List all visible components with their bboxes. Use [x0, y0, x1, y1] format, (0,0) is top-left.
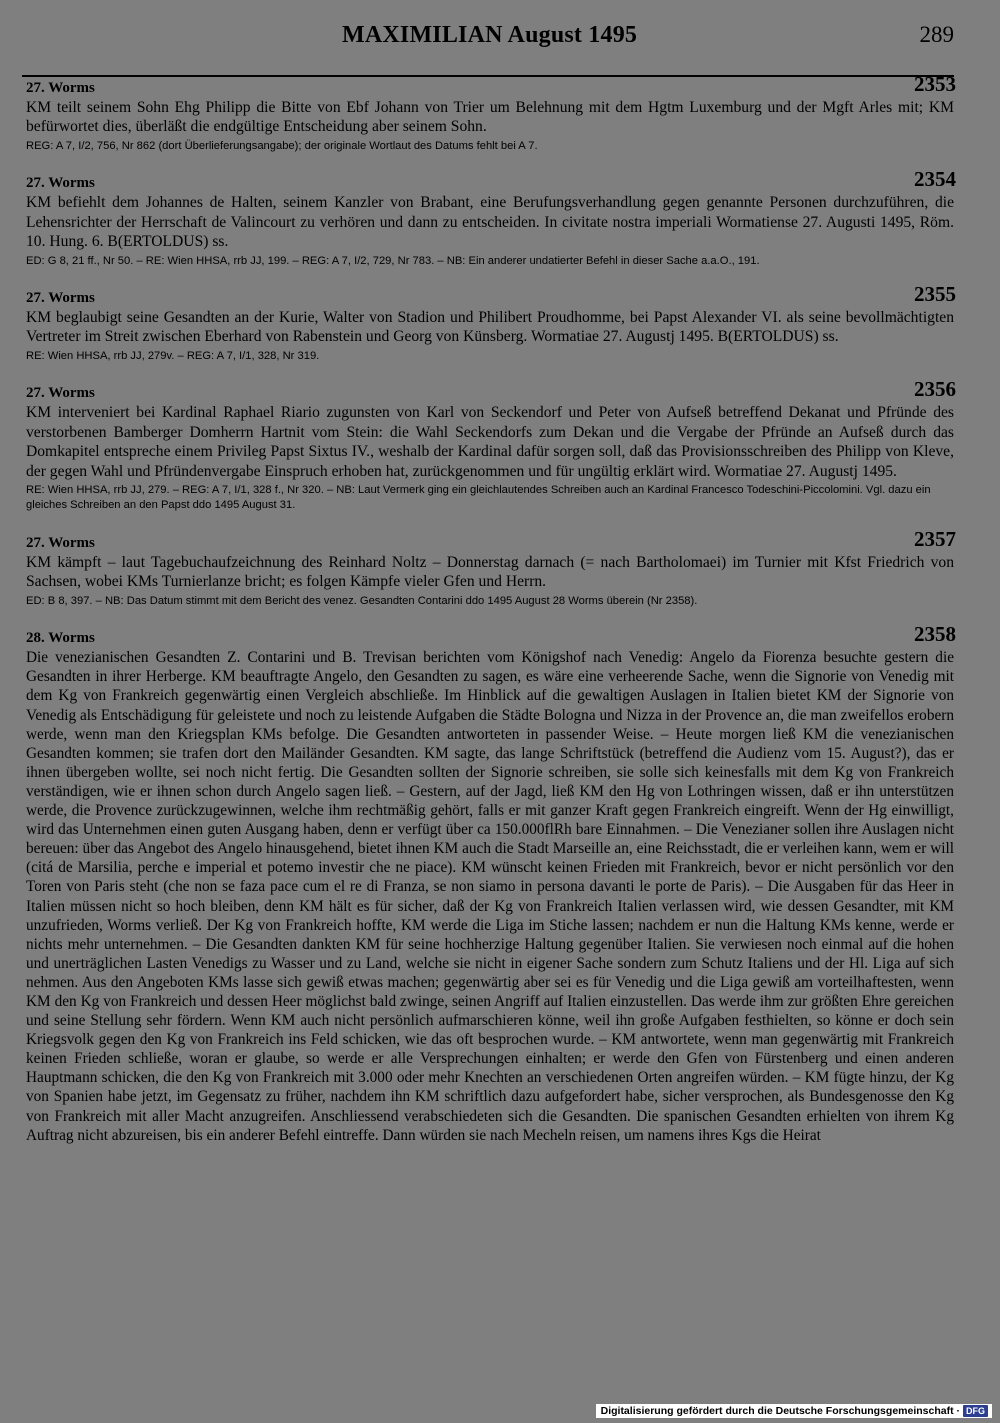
entry-date: 27. Worms: [26, 290, 95, 307]
entry-2354: [26, 167, 956, 269]
entry-summary: KM kämpft – laut Tagebuchaufzeichnung des Reinhard Noltz – Donnerstag darnach (= nach Bartholomaei) im Turnier mit Kfst Friedrich von Sachsen, wobei KMs Turnierlanze bricht; es folgen Kämpfe vieler Gfen und Herrn.: [26, 553, 954, 591]
entry-date: 27. Worms: [26, 175, 95, 192]
entry-references: ED: G 8, 21 ff., Nr 50. – RE: Wien HHSA, rrb JJ, 199. – REG: A 7, I/2, 729, Nr 783. – NB: Ein anderer undatierter Befehl in dieser Sache a.a.O., 191.: [26, 254, 760, 267]
entry-header: [26, 282, 956, 308]
credit-text: Digitalisierung gefördert durch die Deutsche Forschungsgemeinschaft ·: [600, 1405, 960, 1417]
entry-references: REG: A 7, I/2, 756, Nr 862 (dort Überlieferungsangabe); der originale Wortlaut des Datums fehlt bei A 7.: [26, 139, 538, 152]
entry-summary: KM befiehlt dem Johannes de Halten, seinem Kanzler von Brabant, eine Berufungsverhandlung gegen genannte Personen durchzuführen, die Lehensrichter der Herrschaft de Valincourt zu verhören und dann zu entscheiden. In civitate nostra imperiali Wormatiense 27. Augusti 1495, Röm. 10. Hung. 6. B(ERTOLDUS) ss.: [26, 194, 954, 251]
digitization-credit: [596, 1404, 992, 1418]
entry-number: 2358: [914, 622, 956, 647]
entries-list: [26, 72, 956, 1162]
entry-summary: KM teilt seinem Sohn Ehg Philipp die Bitte von Ebf Johann von Trier um Belehnung mit dem Hgtm Luxemburg und der Mgft Arles mit; KM befürwortet dies, überläßt die endgültige Entscheidung aber seinem Sohn.: [26, 99, 954, 136]
entry-summary: Die venezianischen Gesandten Z. Contarini und B. Trevisan berichten vom Königshof nach Venedig: Angelo da Fiorenza besuchte gestern die Gesandten in ihrer Herberge. KM beauftragte Angelo, den Gesandten zu sagen, es wäre eine verheerende Sache, wenn die Signorie von Venedig mit dem Kg von Frankreich gegenwärtig einen Vergleich abschließe. Im Hinblick auf die gewaltigen Auslagen in Italien bietet KM der Signorie von Venedig als Entschädigung für geleistete und noch zu leistende Aufgaben die Städte Bologna und Nizza in der Provence an, die man zweifellos erobern werde, wenn man den Kriegsplan KMs befolge. Die Gesandten antworteten in passender Weise. – Heute morgen ließ KM die venezianischen Gesandten kommen; sie trafen dort den Mailänder Gesandten. KM sagte, das lange Schriftstück (betreffend die Audienz vom 15. August?), das er ihnen übergeben wollte, sei noch nicht fertig. Die Gesandten sollten der Signorie schreiben, sie solle sich keinesfalls mit dem Kg von Frankreich verständigen, wie er ihnen schon durch Angelo sagen ließ. – Gestern, auf der Jagd, ließ KM den Hg von Lothringen wissen, daß er ihn unterstützen werde, die Provence zurückzugewinnen, welche ihm rechtmäßig gehört, falls er mit ganzer Kraft gegen Frankreich eingreift. Wenn der Hg einwilligt, wird das Unternehmen einen guten Ausgang haben, denn er verfügt über ca 150.000flRh bare Einnahmen. – Die Venezianer sollen ihre Auslagen nicht bereuen: über das Angebot des Angelo hinausgehend, bietet ihnen KM auch die Stadt Marseille an, eine Reichsstadt, die er verleihen kann, wem er will (citá de Marsilia, perche e imperial et potemo investir che ne piace). KM wünscht keinen Frieden mit Frankreich, bevor er nicht persönlich vor den Toren von Paris steht (che non se faza pace cum el re di Franza, se non siamo in persona davanti le porte de Paris). – Die Ausgaben für das Heer in Italien müssen nicht so hoch bleiben, denn KM hält es für sicher, daß der Kg von Frankreich Italien verlassen wird, wie dessen Gesandter, mit KM unzufrieden, Worms verließ. Der Kg von Frankreich hoffte, KM werde die Liga im Stiche lassen; nachdem er nun die Haltung KMs kenne, werde er nichts mehr unternehmen. – Die Gesandten dankten KM für seine hochherzige Haltung gegenüber Italien. Sie verwiesen noch einmal auf die hohen und unerträglichen Lasten Venedigs zu Wasser und zu Land, welche sie nicht in eigener Sache sondern zum Schutz Italiens und der Hl. Liga auf sich nehmen. Aus den Angeboten KMs lasse sich gewiß etwas machen; gegenwärtig aber sei es für Venedig und die Liga gewiß am vorteilhaftesten, wenn KM den Kg von Frankreich und dessen Heer möglichst bald zwinge, seinen Angriff auf Italien einzustellen. Das werde ihm zur größten Ehre gereichen und seine Stellung sehr fördern. Wenn KM auch nicht persönlich aufmarschieren könne, weil ihn große Aufgaben festhielten, so könne er doch sein Kriegsvolk gegen den Kg von Frankreich ins Feld schicken, wie das oft besprochen wurde. – KM antwortete, wenn man gegenwärtig mit Frankreich keinen Frieden schließe, woran er glaube, so werde er alle Versprechungen einhalten; er werde den Gfen von Fürstenberg und einen anderen Hauptmann schicken, die den Kg von Frankreich mit 3.000 oder mehr Knechten an verschiedenen Orten angreifen würden. – KM fügte hinzu, der Kg von Spanien habe jetzt, im Gegensatz zu früher, nachdem ihn KM schriftlich dazu aufgefordert habe, sicher versprochen, als Bundesgenosse den Kg von Frankreich mit aller Macht anzugreifen. Anschliessend verabschiedeten sich die Gesandten. Die spanischen Gesandten erhielten von ihrem Kg Auftrag nicht abzureisen, bis ein anderer Befehl eintreffe. Dann würden sie nach Mecheln reisen, um namens ihres Kgs die Heirat: [26, 649, 954, 1144]
page-number: 289: [919, 22, 954, 47]
entry-header: [26, 72, 956, 98]
entry-header: [26, 377, 956, 403]
entry-date: 28. Worms: [26, 630, 95, 647]
entry-date: 27. Worms: [26, 534, 95, 551]
entry-number: 2357: [914, 526, 956, 551]
entry-2353: [26, 72, 956, 154]
entry-number: 2355: [914, 282, 956, 307]
entry-number: 2353: [914, 72, 956, 96]
entry-references: RE: Wien HHSA, rrb JJ, 279v. – REG: A 7, I/1, 328, Nr 319.: [26, 349, 320, 362]
entry-2356: [26, 377, 956, 514]
entry-summary: KM interveniert bei Kardinal Raphael Riario zugunsten von Karl von Seckendorf und Peter von Aufseß betreffend Dekanat und Pfründe des verstorbenen Bamberger Domherrn Hartnit vom Stein: die Wahl Seckendorfs zum Dekan und die Vergabe der Pfründe an Aufseß durch das Domkapitel entspreche einem Privileg Papst Sixtus IV., weshalb der Kardinal dafür sorgen soll, daß das Provisionsschreiben des Philipp von Kleve, der gegen Wahl und Pfründenvergabe Einspruch erhoben hat, zurückgenommen und für ungültig erklärt wird. Wormatiae 27. Augustj 1495.: [26, 404, 954, 480]
entry-2358: [26, 622, 956, 1144]
entry-references: RE: Wien HHSA, rrb JJ, 279. – REG: A 7, I/1, 328 f., Nr 320. – NB: Laut Vermerk ging ein gleichlautendes Schreiben auch an Kardinal Francesco Todeschini-Piccolomini. Vgl. dazu ein gleiches Schreiben an den Papst ddo 1495 August 31.: [26, 483, 931, 512]
document-page: [22, 0, 954, 1400]
page-title: MAXIMILIAN August 1495: [342, 22, 638, 48]
entry-number: 2354: [914, 167, 956, 192]
entry-date: 27. Worms: [26, 80, 95, 96]
entry-header: [26, 622, 956, 648]
entry-header: [26, 526, 956, 553]
running-header: [22, 22, 954, 56]
entry-2355: [26, 282, 956, 364]
dfg-logo-icon: DFG: [963, 1405, 988, 1417]
entry-date: 27. Worms: [26, 385, 95, 402]
entry-summary: KM beglaubigt seine Gesandten an der Kurie, Walter von Stadion und Philibert Proudhomme, bei Papst Alexander VI. als seine bevollmächtigten Vertreter im Streit zwischen Eberhard von Rabenstein und Georg von Künsberg. Wormatiae 27. Augustj 1495. B(ERTOLDUS) ss.: [26, 309, 954, 346]
entry-number: 2356: [914, 377, 956, 402]
entry-2357: [26, 526, 956, 609]
entry-header: [26, 167, 956, 193]
entry-references: ED: B 8, 397. – NB: Das Datum stimmt mit dem Bericht des venez. Gesandten Contarini ddo 1495 August 28 Worms überein (Nr 2358).: [26, 594, 698, 607]
